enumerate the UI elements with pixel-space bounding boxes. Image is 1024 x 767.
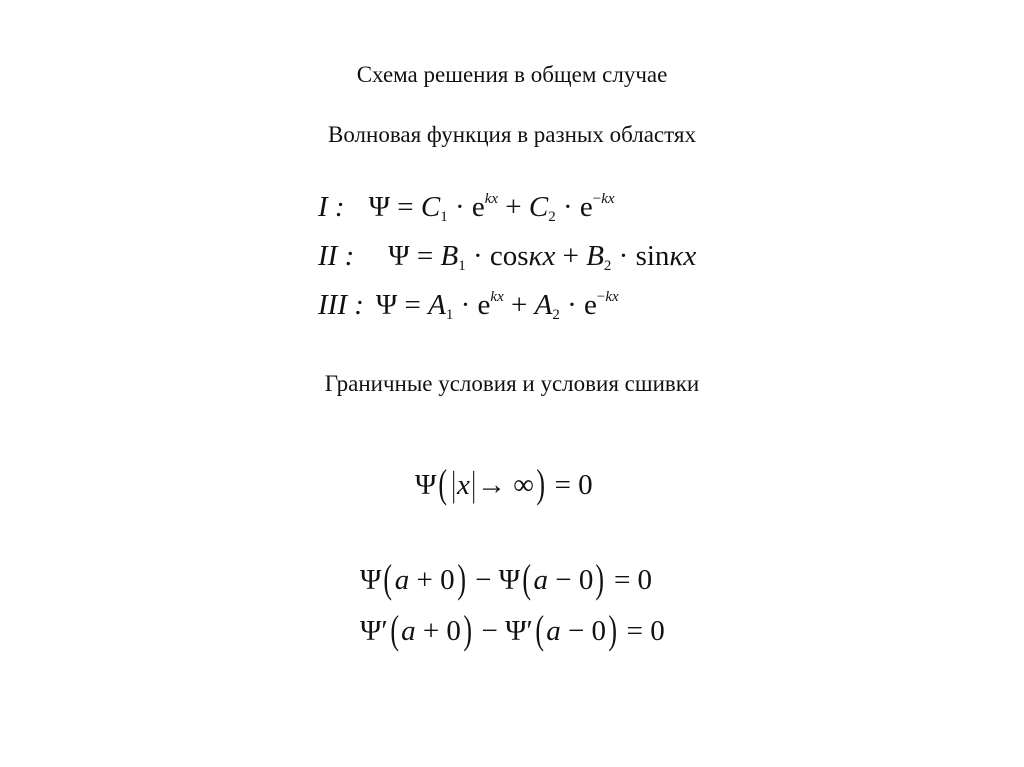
equation-region-3: III : $\Psi = A_1 \cdot e^{kx} + A_2 \cdot e^{-kx}$ (318, 289, 619, 323)
boundary-heading: Граничные условия и условия сшивки (324, 371, 700, 396)
equation-continuity-psi: Ψ(a + 0) − Ψ(a − 0) = 0 (360, 556, 653, 601)
slide-title: Схема решения в общем случае (356, 62, 668, 87)
wavefunction-heading: Волновая функция в разных областях (328, 122, 696, 147)
region-label-1: I : (318, 191, 345, 223)
region-label-3: III : (318, 289, 364, 321)
region-label-2: II : (318, 240, 355, 272)
equation-region-1: I : $\Psi = C_1 \cdot e^{kx} + C_2 \cdot e^{-kx}$ (318, 191, 615, 225)
equation-region-2: II : $\Psi = B_1 \cdot \cos\kappa x + B_2 \cdot \sin\kappa x$ (318, 240, 697, 274)
equation-continuity-derivative: Ψ′(a + 0) − Ψ′(a − 0) = 0 (360, 607, 665, 652)
equation-infinity-condition: Ψ( |x|→ ∞) = 0 (415, 461, 593, 506)
